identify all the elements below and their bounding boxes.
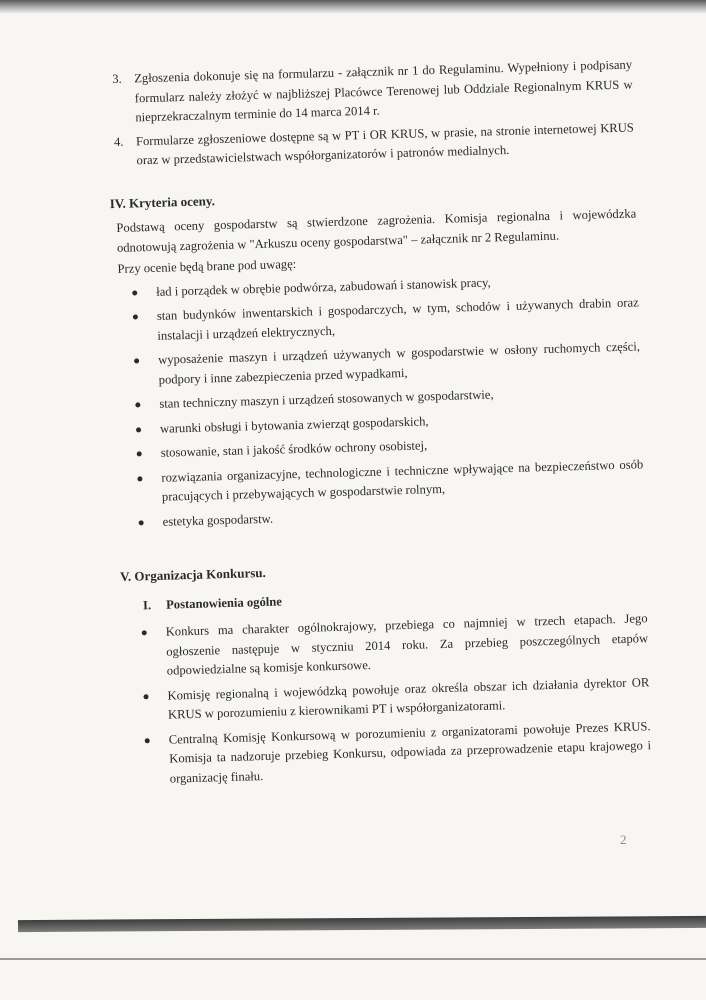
bullet-icon [133,314,138,319]
subsection-heading [143,582,647,616]
list-item: ład i porządek w obrębie podwórza, zabudowań i stanowisk pracy, [132,269,638,303]
page-number: 2 [620,832,627,847]
bullet-icon [136,427,141,432]
section-iv-paragraph: Podstawą oceny gospodarstw są stwierdzone zagrożenia. Komisja regionalna i wojewódzka odnotowują zagrożenia w "Arkuszu oceny gospodarstwa" – załącznik nr 2 Regulaminu. [116,206,637,255]
subsection-title: Postanowienia ogólne [165,593,283,612]
list-item: Komisję regionalną i wojewódzką powołuje oraz określa obszar ich działania dyrektor OR KRUS w porozumieniu z kierownikami PT i współorganizatorami. [143,673,650,726]
item-number: 4. [113,134,124,149]
list-item: estetyka gospodarstw. [138,499,644,533]
document-content [109,55,652,794]
bullet-icon [142,630,147,635]
bullet-icon [145,738,150,743]
scan-bottom-line [0,958,706,960]
organization-list [127,609,651,789]
criteria-list [118,269,645,533]
subsection-number: I. [142,597,152,612]
list-item: warunki obsługi i bytowania zwierząt gospodarskich, [136,406,642,440]
item-text: Zgłoszenia dokonuje się na formularzu - załącznik nr 1 do Regulaminu. Wypełniony i podpisany formularz należy złożyć w najbliższej Placówce Terenowej lub Oddziale Regionalnym KRUS w nieprzekraczalnym terminie do 14 marca 2014 r. [134,57,633,125]
bullet-icon [134,358,139,363]
item-number: 3. [112,71,122,86]
bullet-icon [139,520,144,525]
scan-top-edge [0,0,706,14]
scan-bottom-edge [18,916,706,932]
section-iv-heading: IV. Kryteria oceny. [109,192,216,211]
list-item: rozwiązania organizacyjne, technologiczne i techniczne wpływające na bezpieczeństwo osób pracujących i przebywających w gospodarstwie rolnym, [137,455,644,508]
list-item: Konkurs ma charakter ogólnokrajowy, przebiega co najmniej w trzech etapach. Jego ogłoszenie następuje w styczniu 2014 roku. Za przebieg poszczególnych etapów odpowiedzialne są komisje konkursowe. [141,609,648,682]
section-iv-intro: Przy ocenie będą brane pod uwagę: [117,256,297,276]
section-v-heading: V. Organizacja Konkursu. [119,564,266,584]
list-item: Centralną Komisję Konkursową w porozumieniu z organizatorami powołuje Prezes KRUS. Komisja ta nadzoruje przebieg Konkursu, odpowiada za przeprowadzenie etapu krajowego i organizację finału. [144,717,651,790]
bullet-icon [143,694,148,699]
bullet-icon [137,476,142,481]
list-item: stan budynków inwentarskich i gospodarczych, w tym, schodów i używanych drabin oraz instalacji i urządzeń elektrycznych, [133,293,640,346]
list-item: stan techniczny maszyn i urządzeń stosowanych w gospodarstwie, [135,381,641,415]
bullet-icon [137,451,142,456]
list-item: wyposażenie maszyn i urządzeń używanych w gospodarstwie w osłony ruchomych części, podpory i inne zabezpieczenia przed wypadkami, [134,337,641,390]
bullet-icon [135,402,140,407]
item-text: Formularze zgłoszeniowe dostępne są w PT i OR KRUS, w prasie, na stronie internetowej KRUS oraz w przedstawicielstwach współorganizatorów i patronów medialnych. [135,119,634,168]
numbered-item-3 [112,55,633,128]
list-item: stosowanie, stan i jakość środków ochrony osobistej, [136,430,642,464]
bullet-icon [132,290,137,295]
